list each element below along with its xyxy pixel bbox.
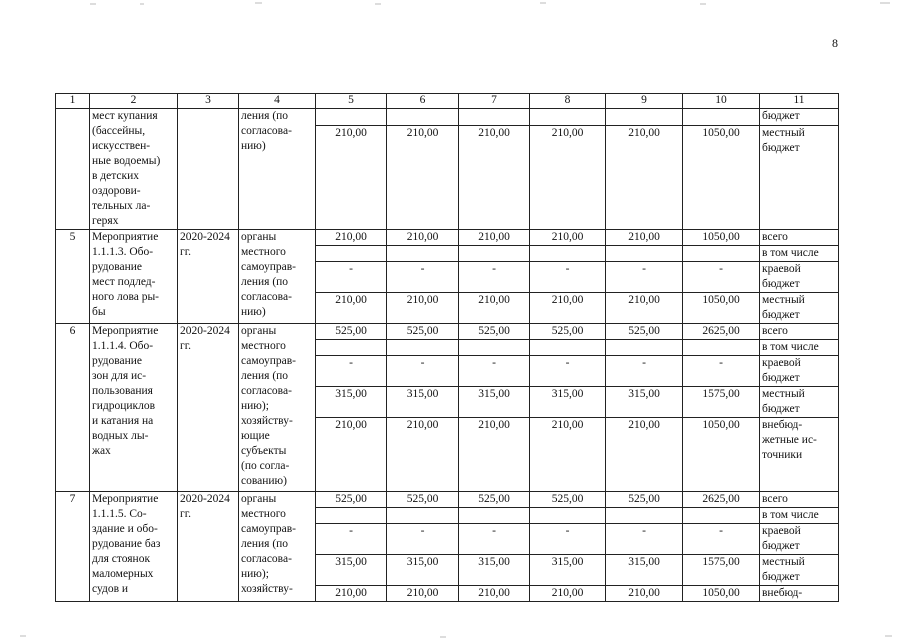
value-cell: - — [530, 356, 606, 387]
source-label-cell: внебюд- жетные ис- точники — [760, 418, 839, 492]
value-cell — [530, 109, 606, 126]
value-cell — [459, 109, 530, 126]
value-cell — [459, 246, 530, 262]
value-cell: 210,00 — [530, 125, 606, 229]
column-header: 9 — [606, 94, 683, 109]
value-cell — [683, 508, 760, 524]
value-cell: - — [530, 262, 606, 293]
source-label-cell: в том числе — [760, 246, 839, 262]
period-cell: 2020-2024 гг. — [178, 230, 239, 324]
period-cell: 2020-2024 гг. — [178, 324, 239, 492]
value-cell: 1050,00 — [683, 293, 760, 324]
value-cell: 210,00 — [530, 293, 606, 324]
executor-cell: органы местного самоуправ- ления (по согласова- нию); хозяйству- — [239, 492, 316, 602]
value-cell: 315,00 — [459, 555, 530, 586]
value-cell — [530, 340, 606, 356]
period-cell — [178, 109, 239, 230]
value-cell: 525,00 — [459, 324, 530, 340]
measure-name-cell: Мероприятие 1.1.1.5. Со- здание и обо- рудование баз для стоянок маломерных судов и — [90, 492, 178, 602]
value-cell: 210,00 — [459, 125, 530, 229]
value-cell — [316, 109, 387, 126]
value-cell: 2625,00 — [683, 324, 760, 340]
value-cell: 210,00 — [387, 230, 459, 246]
value-cell — [683, 246, 760, 262]
source-label-cell: всего — [760, 324, 839, 340]
row-number-cell — [56, 109, 90, 230]
value-cell: - — [459, 356, 530, 387]
value-cell: 315,00 — [530, 555, 606, 586]
source-label-cell: всего — [760, 230, 839, 246]
value-cell: - — [387, 356, 459, 387]
value-cell — [387, 508, 459, 524]
value-cell: 210,00 — [459, 586, 530, 602]
source-label-cell: внебюд- — [760, 586, 839, 602]
value-cell: 1575,00 — [683, 555, 760, 586]
period-cell: 2020-2024 гг. — [178, 492, 239, 602]
value-cell: 525,00 — [459, 492, 530, 508]
value-cell: 1575,00 — [683, 387, 760, 418]
value-cell: 210,00 — [459, 230, 530, 246]
value-cell — [387, 340, 459, 356]
source-label-cell: краевой бюджет — [760, 524, 839, 555]
column-header: 11 — [760, 94, 839, 109]
value-cell: 525,00 — [316, 324, 387, 340]
source-label-cell: краевой бюджет — [760, 356, 839, 387]
value-cell: - — [606, 524, 683, 555]
measure-name-cell: Мероприятие 1.1.1.4. Обо- рудование зон для ис- пользования гидроциклов и катания на водных лы- жах — [90, 324, 178, 492]
value-cell: 210,00 — [387, 418, 459, 492]
value-cell: - — [459, 262, 530, 293]
value-cell — [316, 340, 387, 356]
page-number: 8 — [832, 36, 838, 50]
value-cell: 210,00 — [316, 125, 387, 229]
row-number-cell: 6 — [56, 324, 90, 492]
value-cell: - — [459, 524, 530, 555]
value-cell: 210,00 — [606, 230, 683, 246]
value-cell: - — [606, 262, 683, 293]
value-cell: 525,00 — [387, 492, 459, 508]
value-cell: - — [316, 262, 387, 293]
source-label-cell: местный бюджет — [760, 293, 839, 324]
value-cell: 1050,00 — [683, 230, 760, 246]
value-cell: 210,00 — [606, 586, 683, 602]
value-cell — [683, 109, 760, 126]
source-label-cell: бюджет — [760, 109, 839, 126]
column-header: 6 — [387, 94, 459, 109]
value-cell: - — [606, 356, 683, 387]
executor-cell: ления (по согласова- нию) — [239, 109, 316, 230]
value-cell: 525,00 — [606, 324, 683, 340]
value-cell: 1050,00 — [683, 418, 760, 492]
value-cell: 315,00 — [459, 387, 530, 418]
source-label-cell: краевой бюджет — [760, 262, 839, 293]
column-header: 1 — [56, 94, 90, 109]
value-cell: 210,00 — [387, 293, 459, 324]
source-label-cell: местный бюджет — [760, 387, 839, 418]
column-header: 8 — [530, 94, 606, 109]
source-label-cell: всего — [760, 492, 839, 508]
value-cell: 210,00 — [387, 586, 459, 602]
value-cell — [459, 340, 530, 356]
row-number-cell: 5 — [56, 230, 90, 324]
measure-name-cell: Мероприятие 1.1.1.3. Обо- рудование мест подлед- ного лова ры- бы — [90, 230, 178, 324]
value-cell: 315,00 — [387, 387, 459, 418]
measure-name-cell: мест купания (бассейны, искусствен- ные водоемы) в детских оздорови- тельных ла- герях — [90, 109, 178, 230]
source-label-cell: местный бюджет — [760, 555, 839, 586]
column-header: 2 — [90, 94, 178, 109]
value-cell: 210,00 — [316, 418, 387, 492]
measures-table — [55, 93, 839, 602]
value-cell: 210,00 — [606, 125, 683, 229]
value-cell: 210,00 — [530, 418, 606, 492]
column-header: 10 — [683, 94, 760, 109]
value-cell: - — [683, 524, 760, 555]
table-row — [56, 109, 839, 126]
value-cell — [606, 508, 683, 524]
table-header-row — [56, 94, 839, 109]
value-cell — [459, 508, 530, 524]
value-cell: - — [683, 262, 760, 293]
value-cell: - — [683, 356, 760, 387]
value-cell: 210,00 — [316, 293, 387, 324]
executor-cell: органы местного самоуправ- ления (по согласова- нию) — [239, 230, 316, 324]
value-cell: - — [316, 524, 387, 555]
value-cell: 210,00 — [387, 125, 459, 229]
value-cell — [683, 340, 760, 356]
value-cell: 210,00 — [459, 418, 530, 492]
value-cell: 210,00 — [316, 586, 387, 602]
column-header: 4 — [239, 94, 316, 109]
value-cell: 210,00 — [606, 418, 683, 492]
value-cell: 315,00 — [606, 387, 683, 418]
value-cell: - — [387, 262, 459, 293]
value-cell — [387, 109, 459, 126]
value-cell: - — [316, 356, 387, 387]
value-cell: 210,00 — [316, 230, 387, 246]
source-label-cell: в том числе — [760, 340, 839, 356]
source-label-cell: в том числе — [760, 508, 839, 524]
value-cell: 525,00 — [387, 324, 459, 340]
value-cell: 525,00 — [530, 324, 606, 340]
value-cell: 210,00 — [459, 293, 530, 324]
value-cell — [316, 246, 387, 262]
value-cell: 210,00 — [530, 586, 606, 602]
source-label-cell: местный бюджет — [760, 125, 839, 229]
value-cell: 1050,00 — [683, 125, 760, 229]
value-cell — [606, 340, 683, 356]
value-cell — [316, 508, 387, 524]
value-cell: 2625,00 — [683, 492, 760, 508]
table-row — [56, 230, 839, 246]
value-cell: 525,00 — [606, 492, 683, 508]
value-cell: 1050,00 — [683, 586, 760, 602]
column-header: 5 — [316, 94, 387, 109]
value-cell — [606, 109, 683, 126]
value-cell: - — [387, 524, 459, 555]
table-row — [56, 492, 839, 508]
value-cell: 210,00 — [530, 230, 606, 246]
value-cell — [387, 246, 459, 262]
value-cell: 525,00 — [316, 492, 387, 508]
value-cell: 315,00 — [606, 555, 683, 586]
value-cell: 315,00 — [387, 555, 459, 586]
table-row — [56, 324, 839, 340]
value-cell: 315,00 — [530, 387, 606, 418]
value-cell: - — [530, 524, 606, 555]
value-cell: 315,00 — [316, 555, 387, 586]
value-cell — [530, 246, 606, 262]
column-header: 3 — [178, 94, 239, 109]
value-cell — [530, 508, 606, 524]
column-header: 7 — [459, 94, 530, 109]
row-number-cell: 7 — [56, 492, 90, 602]
value-cell: 315,00 — [316, 387, 387, 418]
value-cell — [606, 246, 683, 262]
value-cell: 210,00 — [606, 293, 683, 324]
value-cell: 525,00 — [530, 492, 606, 508]
executor-cell: органы местного самоуправ- ления (по согласова- нию); хозяйству- ющие субъекты (по согла- сованию) — [239, 324, 316, 492]
